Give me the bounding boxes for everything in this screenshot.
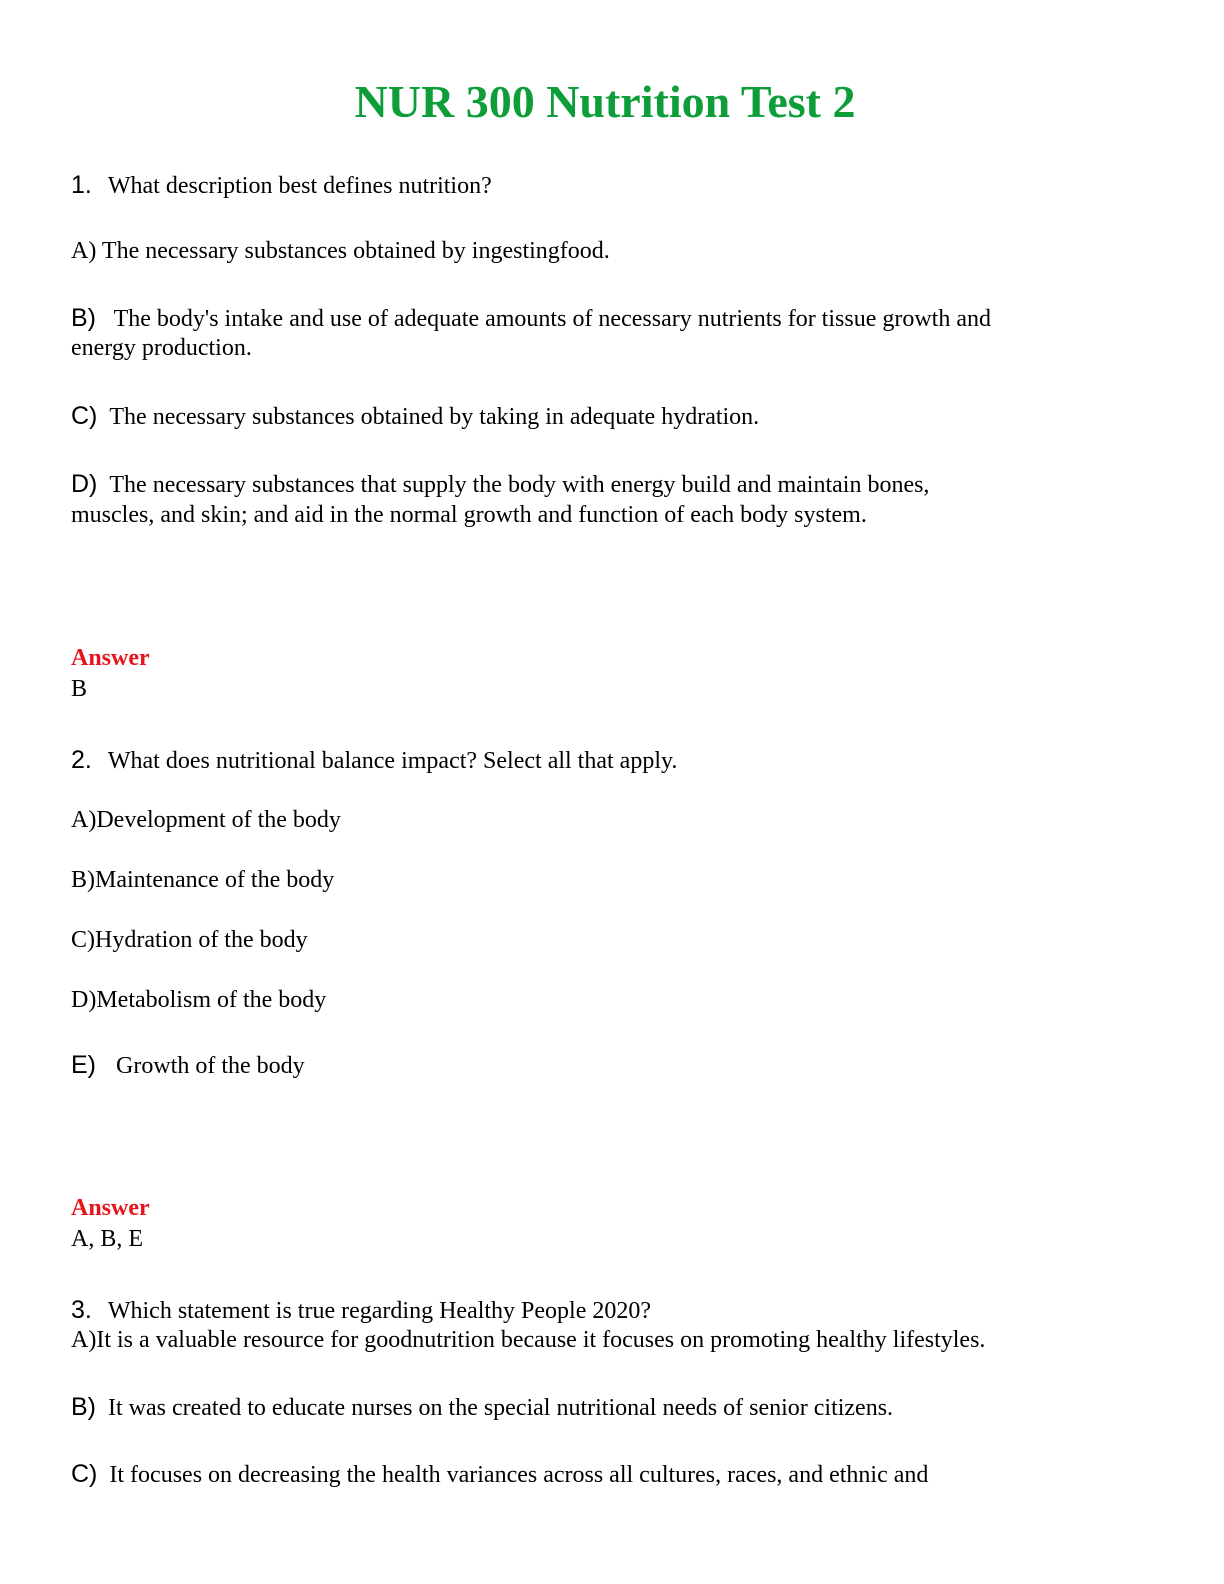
question-1 xyxy=(71,170,492,201)
q1-option-d xyxy=(71,469,929,500)
option-letter: C) xyxy=(71,927,95,953)
q2-option-a xyxy=(71,805,341,835)
q3-option-c xyxy=(71,1459,928,1490)
option-letter: D) xyxy=(71,987,97,1013)
q1-option-b-continuation: energy production. xyxy=(71,335,252,361)
answer-value-1: B xyxy=(71,676,88,702)
answer-value-2: A, B, E xyxy=(71,1226,143,1252)
option-text: The necessary substances that supply the body with energy build and maintain bones, xyxy=(109,472,930,498)
q3-option-b xyxy=(71,1392,893,1423)
option-text: Growth of the body xyxy=(116,1053,305,1079)
page-title: NUR 300 Nutrition Test 2 xyxy=(354,76,856,127)
option-letter: A) xyxy=(71,1327,97,1353)
option-text: The necessary substances obtained by taking in adequate hydration. xyxy=(109,404,760,430)
option-text: Development of the body xyxy=(96,807,341,833)
q3-option-a xyxy=(71,1325,985,1355)
option-letter: D) xyxy=(71,470,98,498)
option-letter: B) xyxy=(71,867,95,893)
q2-option-b xyxy=(71,865,334,895)
q2-option-e xyxy=(71,1050,305,1081)
option-text: It focuses on decreasing the health variances across all cultures, races, and ethnic and xyxy=(109,1462,929,1488)
answer-label-2: Answer xyxy=(71,1195,150,1221)
option-letter: A) xyxy=(71,807,97,833)
q1-option-a xyxy=(71,236,610,266)
option-text: Metabolism of the body xyxy=(96,987,327,1013)
question-text: What does nutritional balance impact? Select all that apply. xyxy=(107,748,678,774)
option-letter: A) xyxy=(71,238,97,264)
option-letter: E) xyxy=(71,1051,96,1079)
option-letter: B) xyxy=(71,1393,96,1421)
q2-option-d xyxy=(71,985,326,1015)
option-text: Hydration of the body xyxy=(95,927,308,953)
question-text: Which statement is true regarding Healthy People 2020? xyxy=(107,1298,652,1324)
option-text: Maintenance of the body xyxy=(95,867,335,893)
question-text: What description best defines nutrition? xyxy=(107,173,492,199)
question-number: 1. xyxy=(71,171,92,199)
option-text: It was created to educate nurses on the special nutritional needs of senior citizens. xyxy=(108,1395,894,1421)
option-text: The body's intake and use of adequate amounts of necessary nutrients for tissue growth and xyxy=(113,306,991,332)
q2-option-c xyxy=(71,925,308,955)
q1-option-c xyxy=(71,401,759,432)
q1-option-d-continuation: muscles, and skin; and aid in the normal growth and function of each body system. xyxy=(71,502,867,528)
answer-label-1: Answer xyxy=(71,645,150,671)
question-number: 3. xyxy=(71,1296,92,1324)
option-text: The necessary substances obtained by ingestingfood. xyxy=(101,238,610,264)
option-letter: C) xyxy=(71,402,98,430)
q1-option-b xyxy=(71,303,991,334)
question-3 xyxy=(71,1295,651,1326)
option-letter: C) xyxy=(71,1460,98,1488)
question-number: 2. xyxy=(71,746,92,774)
question-2 xyxy=(71,745,677,776)
option-letter: B) xyxy=(71,304,96,332)
option-text: It is a valuable resource for goodnutrition because it focuses on promoting healthy lifestyles. xyxy=(96,1327,986,1353)
